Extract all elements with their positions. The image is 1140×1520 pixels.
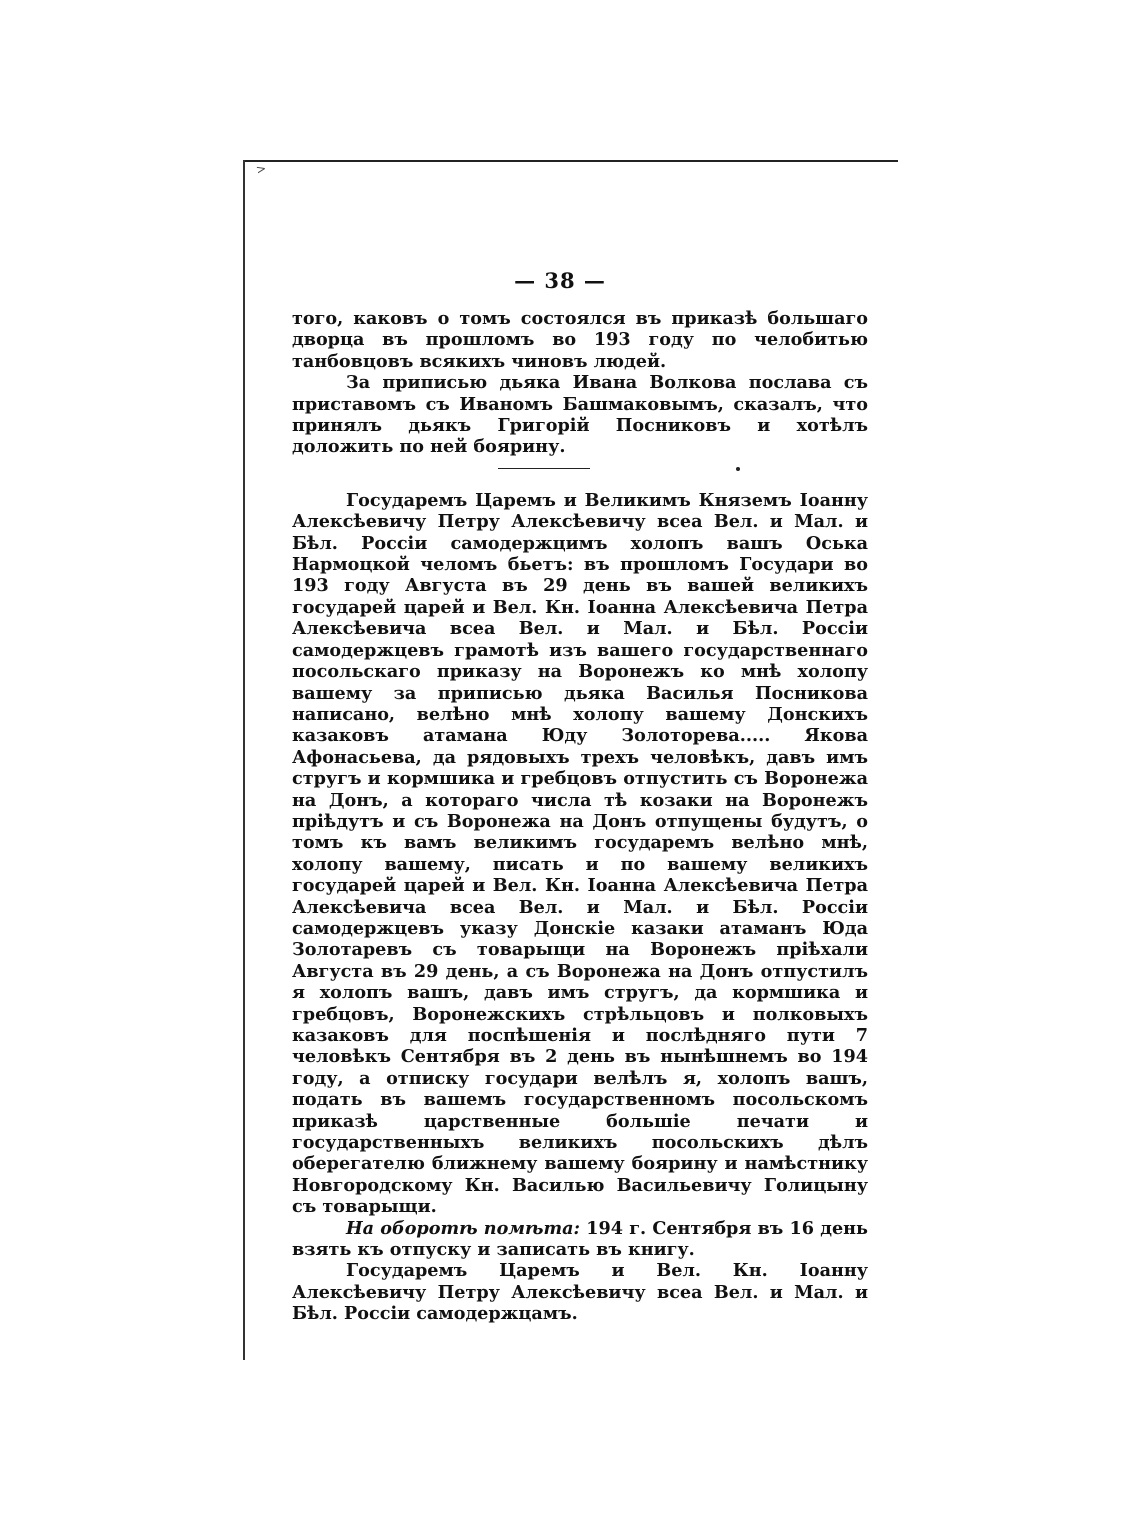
reverse-note-text: 194 г. Сентября въ 16 день взять къ отпуску и записать въ книгу. <box>292 1217 868 1261</box>
scan-frame-left-edge <box>243 160 245 1360</box>
paragraph-reverse-note <box>292 1218 868 1261</box>
divider-rule <box>498 468 590 469</box>
scan-mark: > <box>254 161 268 177</box>
ink-dot <box>736 467 740 471</box>
scan-frame-top-edge <box>243 160 898 162</box>
paragraph-endorsement: За приписью дьяка Ивана Волкова послава съ приставомъ съ Иваномъ Башмаковымъ, сказалъ, что принялъ дьякъ Григорій Посниковъ и хотѣлъ доложить по ней боярину. <box>292 372 868 458</box>
document-body <box>292 308 868 1325</box>
reverse-note-label: На оборотѣ помѣта: <box>346 1217 581 1239</box>
page-number: — 38 — <box>514 268 606 293</box>
paragraph-address: Государемъ Царемъ и Вел. Кн. Іоанну Алексѣевичу Петру Алексѣевичу всеа Вел. и Мал. и Бѣл. Россіи самодержцамъ. <box>292 1260 868 1325</box>
section-divider <box>292 458 868 484</box>
paragraph-continuation: того, каковъ о томъ состоялся въ приказѣ большаго дворца въ прошломъ во 193 году по челобитью танбовцовъ всякихъ чиновъ людей. <box>292 308 868 372</box>
paragraph-petition: Государемъ Царемъ и Великимъ Княземъ Іоанну Алексѣевичу Петру Алексѣевичу всеа Вел. и Мал. и Бѣл. Россіи самодержцимъ холопъ вашъ Оська Нармоцкой челомъ бьетъ: въ прошломъ Государи во 193 году Августа въ 29 день въ вашей великихъ государей царей и Вел. Кн. Іоанна Алексѣевича Петра Алексѣевича всеа Вел. и Мал. и Бѣл. Россіи самодержцевъ грамотѣ изъ вашего государственнаго посольскаго приказу на Воронежъ ко мнѣ холопу вашему за приписью дьяка Василья Посникова написано, велѣно мнѣ холопу вашему Донскихъ казаковъ атамана Юду Золоторева..... Якова Афонасьева, да рядовыхъ трехъ человѣкъ, давъ имъ стругъ и кормшика и гребцовъ отпустить съ Воронежа на Донъ, а котораго числа тѣ козаки на Воронежъ пріѣдутъ и съ Воронежа на Донъ отпущены будутъ, о томъ къ вамъ великимъ государемъ велѣно мнѣ, холопу вашему, писать и по вашему великихъ государей царей и Вел. Кн. Іоанна Алексѣевича Петра Алексѣевича всеа Вел. и Мал. и Бѣл. Россіи самодержцевъ указу Донскіе казаки атаманъ Юда Золотаревъ съ товарыщи на Воронежъ пріѣхали Августа въ 29 день, а съ Воронежа на Донъ отпустилъ я холопъ вашъ, давъ имъ стругъ, да кормшика и гребцовъ, Воронежскихъ стрѣльцовъ и полковыхъ казаковъ для поспѣшенія и послѣдняго пути 7 человѣкъ Сентября въ 2 день въ нынѣшнемъ во 194 году, а отписку государи велѣлъ я, холопъ вашъ, подать въ вашемъ государственномъ посольскомъ приказѣ царственные большіе печати и государственныхъ великихъ посольскихъ дѣлъ оберегателю ближнему вашему боярину и намѣстнику Новгородскому Кн. Василью Васильевичу Голицыну съ товарыщи. <box>292 489 868 1218</box>
